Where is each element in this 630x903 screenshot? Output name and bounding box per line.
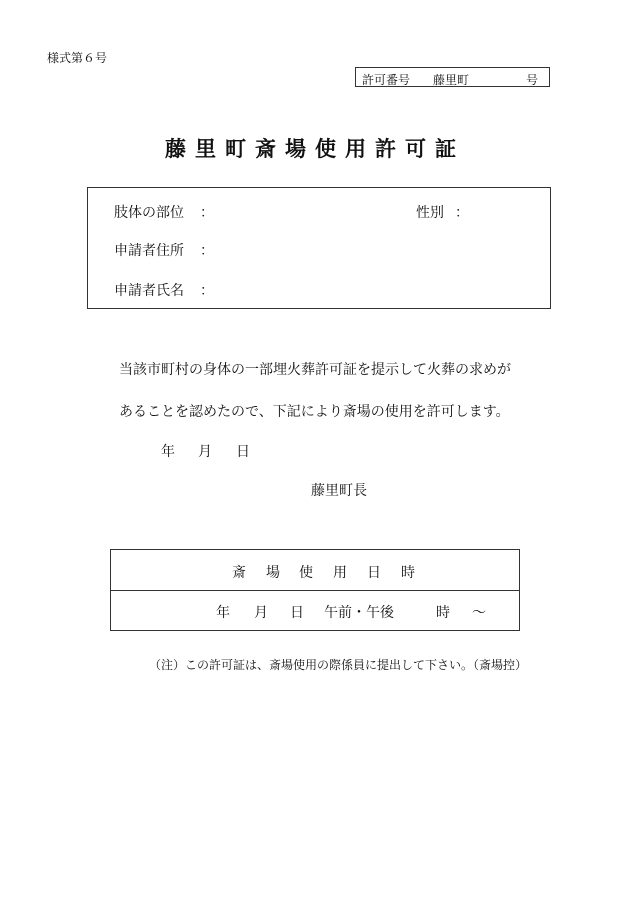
usage-month: 月 bbox=[254, 605, 268, 621]
usage-am-pm: 午前・午後 bbox=[324, 605, 394, 621]
name-colon: ： bbox=[200, 283, 214, 299]
gender-label: 性別 bbox=[416, 205, 444, 221]
address-label: 申請者住所 bbox=[114, 243, 184, 259]
usage-header-char: 斎 bbox=[232, 565, 246, 581]
table-divider bbox=[111, 590, 519, 591]
permit-number-label: 許可番号 bbox=[362, 73, 411, 87]
permit-number-box bbox=[355, 67, 550, 87]
usage-header-char: 場 bbox=[266, 565, 280, 581]
address-colon: ： bbox=[200, 243, 214, 259]
issue-date-month: 月 bbox=[198, 444, 212, 460]
form-number: 様式第６号 bbox=[47, 51, 108, 65]
usage-year: 年 bbox=[216, 605, 230, 621]
usage-day: 日 bbox=[290, 605, 304, 621]
usage-header-char: 用 bbox=[333, 565, 347, 581]
applicant-info-box bbox=[87, 187, 551, 309]
usage-header-char: 使 bbox=[299, 565, 313, 581]
issue-date-day: 日 bbox=[236, 444, 250, 460]
issuer-name: 藤里町長 bbox=[311, 483, 367, 499]
statement-line-1: 当該市町村の身体の一部埋火葬許可証を提示して火葬の求めが bbox=[119, 362, 511, 378]
issue-date-year: 年 bbox=[161, 444, 175, 460]
usage-tilde: ～ bbox=[472, 605, 486, 621]
usage-hour: 時 bbox=[436, 605, 450, 621]
permit-number-suffix: 号 bbox=[526, 73, 539, 87]
body-part-colon: ： bbox=[200, 205, 214, 221]
statement-line-2: あることを認めたので、下記により斎場の使用を許可します。 bbox=[119, 404, 510, 420]
usage-header-char: 時 bbox=[401, 565, 415, 581]
permit-number-town: 藤里町 bbox=[433, 73, 470, 87]
body-part-label: 肢体の部位 bbox=[114, 205, 184, 221]
usage-datetime-table bbox=[110, 549, 520, 631]
gender-colon: ： bbox=[455, 205, 469, 221]
page-title: 藤里町斎場使用許可証 bbox=[165, 137, 465, 161]
footnote: （注）この許可証は、斎場使用の際係員に提出して下さい。（斎場控） bbox=[149, 658, 528, 672]
usage-header-char: 日 bbox=[367, 565, 381, 581]
name-label: 申請者氏名 bbox=[114, 283, 184, 299]
